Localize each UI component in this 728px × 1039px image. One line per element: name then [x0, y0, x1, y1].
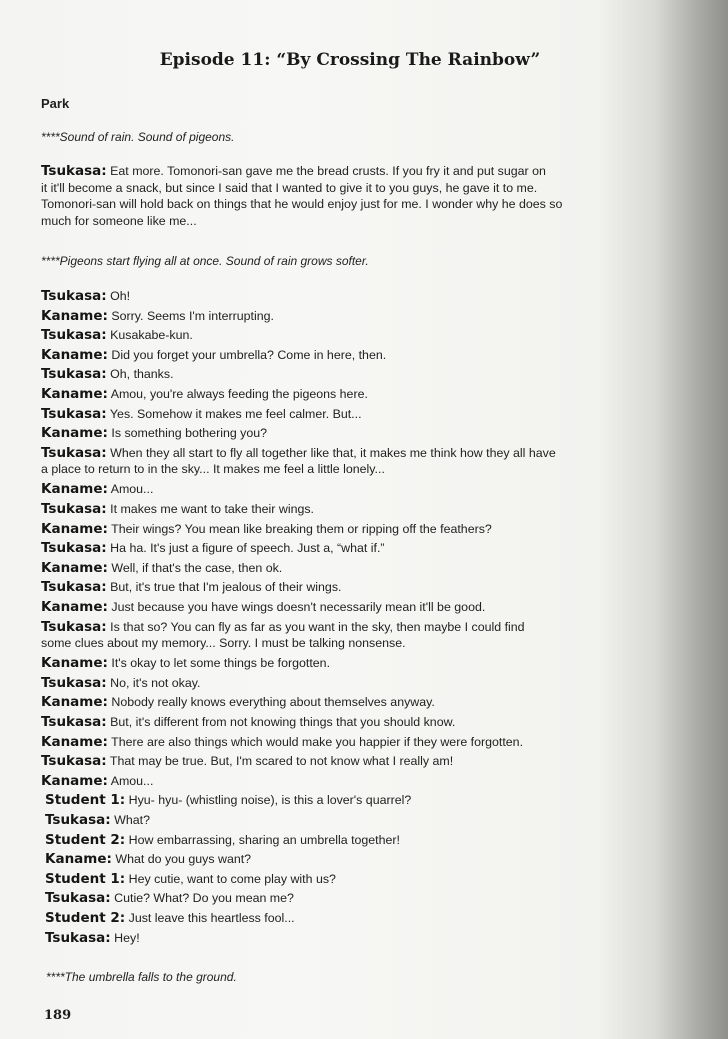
scene-location: Park — [41, 96, 70, 111]
speaker-name: Kaname: — [41, 733, 108, 750]
dialogue-line — [45, 890, 675, 907]
dialogue-text: Is that so? You can fly as far as you want in the sky, then maybe I could find — [110, 619, 525, 634]
dialogue-text: Well, if that's the case, then ok. — [111, 560, 283, 575]
dialogue-line — [41, 288, 671, 305]
speaker-name: Tsukasa: — [41, 366, 107, 383]
page-number: 189 — [44, 1008, 72, 1023]
speaker-name: Kaname: — [41, 307, 108, 324]
dialogue-continuation: a place to return to in the sky... It makes me feel a little lonely... — [41, 462, 385, 477]
dialogue-line — [45, 792, 675, 809]
dialogue-line — [41, 694, 671, 711]
dialogue-text: Yes. Somehow it makes me feel calmer. But... — [109, 406, 362, 421]
dialogue-text: Oh, thanks. — [110, 367, 174, 382]
dialogue-text: Just because you have wings doesn't necessarily mean it'll be good. — [111, 600, 486, 614]
speaker-name: Tsukasa: — [41, 405, 107, 422]
dialogue-text: Sorry. Seems I'm interrupting. — [111, 308, 274, 323]
dialogue-line — [45, 812, 675, 829]
dialogue-line — [41, 599, 671, 616]
speaker-name: Kaname: — [41, 772, 108, 789]
dialogue-line — [41, 501, 671, 518]
dialogue-line — [41, 481, 671, 498]
dialogue-text: Oh! — [110, 289, 131, 303]
speaker-name: Student 1: — [45, 792, 126, 809]
speaker-name: Tsukasa: — [41, 288, 107, 304]
dialogue-text: Amou... — [110, 482, 154, 497]
dialogue-text: Hyu- hyu- (whistling noise), is this a lover's quarrel? — [128, 793, 412, 808]
episode-title: Episode 11: “By Crossing The Rainbow” — [159, 50, 541, 70]
dialogue-text: It's okay to let some things be forgotten. — [111, 656, 331, 671]
dialogue-text: There are also things which would make you happier if they were forgotten. — [111, 734, 524, 749]
dialogue-text: But, it's true that I'm jealous of their wings. — [110, 580, 342, 595]
dialogue-text: Nobody really knows everything about themselves anyway. — [111, 695, 435, 710]
dialogue-text: Cutie? What? Do you mean me? — [114, 891, 294, 906]
speaker-name: Student 2: — [45, 910, 126, 926]
dialogue-line — [41, 327, 671, 344]
speaker-name: Kaname: — [41, 425, 108, 442]
dialogue-text: Kusakabe-kun. — [110, 328, 193, 343]
dialogue-line — [41, 714, 671, 731]
speaker-name: Tsukasa: — [41, 579, 107, 596]
dialogue-text: Just leave this heartless fool... — [128, 911, 295, 925]
dialogue-line — [41, 655, 671, 672]
dialogue-line — [41, 406, 671, 423]
dialogue-text: What do you guys want? — [115, 852, 252, 867]
speaker-name: Tsukasa: — [45, 890, 111, 907]
speaker-name: Student 2: — [45, 831, 126, 848]
dialogue-line — [41, 425, 671, 442]
speaker-name: Kaname: — [41, 386, 108, 402]
dialogue-line — [45, 851, 675, 868]
intro-line-3: Tomonori-san will hold back on things that he would enjoy just for me. I wonder why he does so — [41, 197, 563, 211]
intro-speaker: Tsukasa: — [41, 163, 107, 179]
intro-line-2: it it'll become a snack, but since I said that I wanted to give it to you guys, he gave it to me. — [41, 180, 538, 195]
dialogue-continuation: some clues about my memory... Sorry. I must be talking nonsense. — [41, 636, 406, 651]
dialogue-line — [45, 930, 675, 947]
speaker-name: Tsukasa: — [41, 674, 107, 691]
dialogue-text: Hey! — [114, 930, 140, 945]
speaker-name: Tsukasa: — [41, 618, 107, 635]
dialogue-line — [41, 773, 671, 790]
speaker-name: Kaname: — [41, 520, 108, 537]
dialogue-text: Hey cutie, want to come play with us? — [128, 871, 336, 886]
dialogue-text: It makes me want to take their wings. — [110, 502, 314, 516]
speaker-name: Tsukasa: — [41, 714, 107, 730]
speaker-name: Tsukasa: — [41, 501, 107, 517]
dialogue-text: Amou... — [110, 773, 154, 788]
speaker-name: Tsukasa: — [45, 929, 111, 946]
dialogue-line — [41, 308, 671, 325]
dialogue-line — [45, 832, 675, 849]
dialogue-line — [41, 734, 671, 751]
speaker-name: Kaname: — [41, 694, 108, 711]
dialogue-text: Ha ha. It's just a figure of speech. Just a, “what if.” — [110, 541, 385, 556]
dialogue-line — [41, 386, 671, 403]
dialogue-line — [41, 753, 671, 770]
dialogue-text: What? — [114, 813, 150, 827]
dialogue-text: That may be true. But, I'm scared to not know what I really am! — [109, 754, 454, 769]
speaker-name: Tsukasa: — [41, 540, 107, 557]
speaker-name: Kaname: — [41, 655, 108, 672]
speaker-name: Kaname: — [41, 559, 108, 576]
dialogue-text: Is something bothering you? — [111, 426, 268, 441]
dialogue-line — [41, 445, 671, 478]
dialogue-line — [41, 675, 671, 692]
dialogue-text: Amou, you're always feeding the pigeons here. — [110, 387, 368, 401]
dialogue-line — [41, 347, 671, 364]
speaker-name: Kaname: — [41, 346, 108, 363]
dialogue-text: But, it's different from not knowing things that you should know. — [110, 715, 456, 729]
dialogue-line — [41, 366, 671, 383]
speaker-name: Kaname: — [41, 481, 108, 498]
stage-direction-2: ****Pigeons start flying all at once. Sound of rain grows softer. — [41, 254, 369, 268]
stage-direction-1: ****Sound of rain. Sound of pigeons. — [41, 130, 235, 144]
dialogue-text: How embarrassing, sharing an umbrella together! — [128, 832, 400, 847]
speaker-name: Student 1: — [45, 870, 126, 887]
speaker-name: Kaname: — [41, 599, 108, 615]
speaker-name: Kaname: — [45, 851, 112, 868]
stage-direction-3: ****The umbrella falls to the ground. — [46, 970, 237, 984]
dialogue-line — [45, 910, 675, 927]
dialogue-line — [41, 560, 671, 577]
dialogue-line — [41, 579, 671, 596]
speaker-name: Tsukasa: — [45, 812, 111, 828]
dialogue-line — [45, 871, 675, 888]
dialogue-text: No, it's not okay. — [110, 675, 201, 690]
intro-line-1: Eat more. Tomonori-san gave me the bread crusts. If you fry it and put sugar on — [110, 164, 546, 178]
intro-line-4: much for someone like me... — [41, 213, 197, 228]
speaker-name: Tsukasa: — [41, 327, 107, 344]
dialogue-line — [41, 540, 671, 557]
dialogue-line — [41, 619, 671, 652]
dialogue-line — [41, 521, 671, 538]
dialogue-text: Their wings? You mean like breaking them or ripping off the feathers? — [111, 521, 492, 536]
intro-paragraph — [41, 163, 671, 229]
dialogue-text: When they all start to fly all together like that, it makes me think how they all have — [110, 445, 556, 460]
dialogue-text: Did you forget your umbrella? Come in here, then. — [111, 347, 387, 362]
speaker-name: Tsukasa: — [41, 753, 107, 770]
speaker-name: Tsukasa: — [41, 444, 107, 461]
